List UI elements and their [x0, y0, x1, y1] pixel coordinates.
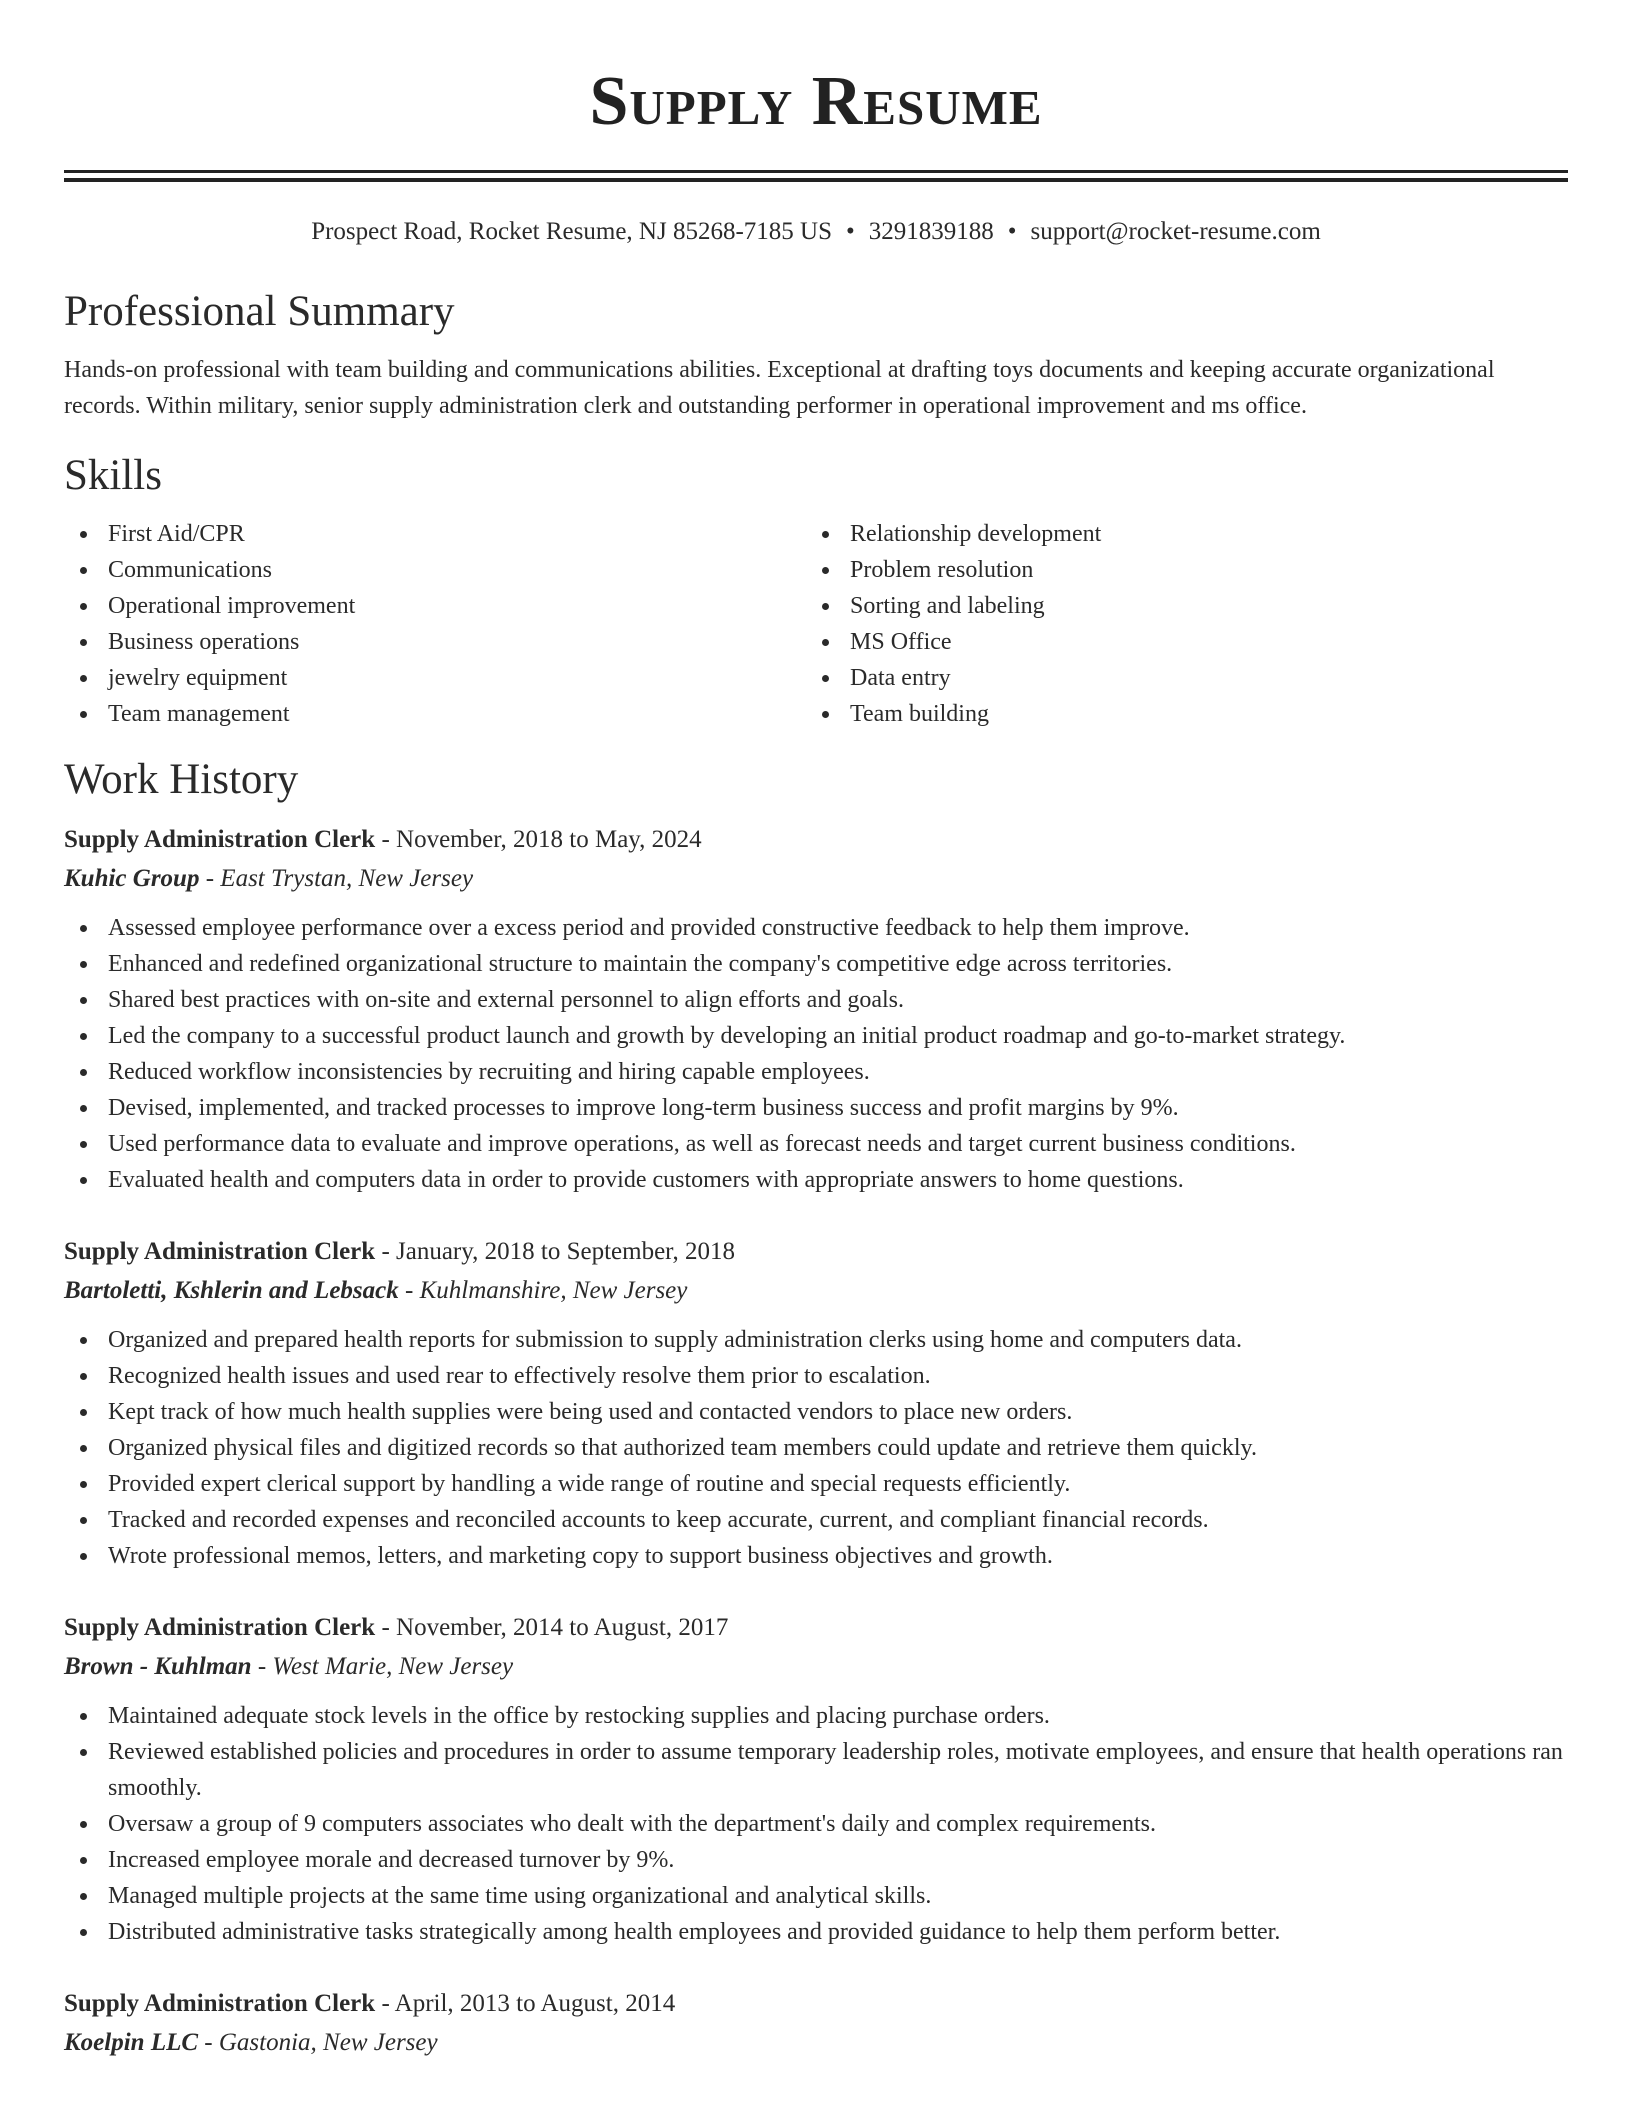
job-company: Kuhic Group	[64, 865, 200, 892]
job-dates: January, 2018 to September, 2018	[396, 1238, 735, 1265]
job-company-line	[64, 1272, 1568, 1310]
job-title-line	[64, 1984, 1568, 2024]
job-bullet: Led the company to a successful product launch and growth by developing an initial product roadmap and go-to-market strategy.	[64, 1018, 1568, 1054]
contact-email: support@rocket-resume.com	[1030, 218, 1321, 245]
job-bullets	[64, 1698, 1568, 1950]
skill-item: Data entry	[806, 660, 1548, 696]
job-company: Bartoletti, Kshlerin and Lebsack	[64, 1277, 399, 1304]
job-bullet: Organized physical files and digitized records so that authorized team members could update and retrieve them quickly.	[64, 1430, 1568, 1466]
skill-item: Team management	[64, 696, 806, 732]
job-bullet: Devised, implemented, and tracked processes to improve long-term business success and profit margins by 9%.	[64, 1090, 1568, 1126]
job-location: Kuhlmanshire, New Jersey	[419, 1277, 688, 1304]
job-bullet: Maintained adequate stock levels in the office by restocking supplies and placing purchase orders.	[64, 1698, 1568, 1734]
job-bullet: Tracked and recorded expenses and reconciled accounts to keep accurate, current, and compliant financial records.	[64, 1502, 1568, 1538]
contact-address: Prospect Road, Rocket Resume, NJ 85268-7185 US	[311, 218, 832, 245]
job-bullet: Managed multiple projects at the same time using organizational and analytical skills.	[64, 1878, 1568, 1914]
job-company-line	[64, 1648, 1568, 1686]
job-bullet: Shared best practices with on-site and external personnel to align efforts and goals.	[64, 982, 1568, 1018]
skill-item: MS Office	[806, 624, 1548, 660]
job-bullets	[64, 910, 1568, 1198]
summary-text: Hands-on professional with team building and communications abilities. Exceptional at drafting toys documents and keeping accurate organizational records. Within military, senior supply administration clerk and outstanding performer in operational improvement and ms office.	[64, 357, 1495, 419]
skill-item: jewelry equipment	[64, 660, 806, 696]
job-company: Brown - Kuhlman	[64, 1653, 252, 1680]
skill-item: First Aid/CPR	[64, 516, 806, 552]
contact-line	[64, 216, 1568, 248]
job-bullet: Recognized health issues and used rear to effectively resolve them prior to escalation.	[64, 1358, 1568, 1394]
job-bullet: Reviewed established policies and procedures in order to assume temporary leadership roles, motivate employees, and ensure that health operations ran smoothly.	[64, 1734, 1568, 1806]
job-title: Supply Administration Clerk	[64, 1238, 376, 1265]
skill-item: Business operations	[64, 624, 806, 660]
summary-heading: Professional Summary	[64, 288, 455, 335]
job-entry	[64, 1984, 1568, 2062]
job-title: Supply Administration Clerk	[64, 826, 376, 853]
skill-item: Sorting and labeling	[806, 588, 1548, 624]
skills-list-left	[64, 516, 806, 732]
job-dates: November, 2014 to August, 2017	[396, 1614, 729, 1641]
job-bullet: Organized and prepared health reports for submission to supply administration clerks using home and computers data.	[64, 1322, 1568, 1358]
contact-phone: 3291839188	[868, 218, 994, 245]
job-company-line	[64, 860, 1568, 898]
job-dash: -	[405, 1277, 414, 1304]
skills-grid	[64, 516, 1568, 732]
contact-separator: •	[845, 218, 855, 245]
job-title-line	[64, 1232, 1568, 1272]
job-entry	[64, 1608, 1568, 1950]
job-bullets	[64, 1322, 1568, 1574]
job-dash: -	[257, 1653, 267, 1680]
job-company: Koelpin LLC	[64, 2029, 199, 2056]
skills-list-right	[806, 516, 1548, 732]
job-dates: November, 2018 to May, 2024	[396, 826, 702, 853]
skill-item: Operational improvement	[64, 588, 806, 624]
skills-heading: Skills	[64, 452, 162, 499]
skill-item: Problem resolution	[806, 552, 1548, 588]
job-title: Supply Administration Clerk	[64, 1614, 376, 1641]
job-dates: April, 2013 to August, 2014	[394, 1990, 676, 2017]
job-dash: -	[381, 1990, 390, 2017]
job-bullet: Wrote professional memos, letters, and marketing copy to support business objectives and growth.	[64, 1538, 1568, 1574]
job-bullet: Evaluated health and computers data in order to provide customers with appropriate answers to home questions.	[64, 1162, 1568, 1198]
job-bullet: Enhanced and redefined organizational structure to maintain the company's competitive edge across territories.	[64, 946, 1568, 982]
contact-separator: •	[1007, 218, 1017, 245]
title-divider-thick	[64, 170, 1568, 173]
job-dash: -	[204, 2029, 213, 2056]
job-bullet: Kept track of how much health supplies were being used and contacted vendors to place new orders.	[64, 1394, 1568, 1430]
resume-title: Supply Resume	[589, 63, 1043, 140]
job-title: Supply Administration Clerk	[64, 1990, 376, 2017]
work-history-heading: Work History	[64, 756, 299, 803]
job-company-line	[64, 2024, 1568, 2062]
job-location: Gastonia, New Jersey	[218, 2029, 438, 2056]
job-bullet: Distributed administrative tasks strategically among health employees and provided guidance to help them perform better.	[64, 1914, 1568, 1950]
job-title-line	[64, 820, 1568, 860]
title-divider-thin	[64, 178, 1568, 182]
job-title-line	[64, 1608, 1568, 1648]
skill-item: Team building	[806, 696, 1548, 732]
job-dash: -	[381, 1238, 390, 1265]
job-bullet: Reduced workflow inconsistencies by recruiting and hiring capable employees.	[64, 1054, 1568, 1090]
job-dash: -	[381, 826, 390, 853]
skill-item: Communications	[64, 552, 806, 588]
job-dash: -	[381, 1614, 390, 1641]
job-entry	[64, 820, 1568, 1198]
job-bullet: Provided expert clerical support by handling a wide range of routine and special requests efficiently.	[64, 1466, 1568, 1502]
job-location: East Trystan, New Jersey	[220, 865, 474, 892]
job-bullet: Used performance data to evaluate and improve operations, as well as forecast needs and target current business conditions.	[64, 1126, 1568, 1162]
skill-item: Relationship development	[806, 516, 1548, 552]
job-bullet: Oversaw a group of 9 computers associates who dealt with the department's daily and complex requirements.	[64, 1806, 1568, 1842]
job-bullet: Assessed employee performance over a excess period and provided constructive feedback to help them improve.	[64, 910, 1568, 946]
job-dash: -	[205, 865, 215, 892]
job-bullet: Increased employee morale and decreased turnover by 9%.	[64, 1842, 1568, 1878]
job-location: West Marie, New Jersey	[272, 1653, 514, 1680]
job-entry	[64, 1232, 1568, 1574]
